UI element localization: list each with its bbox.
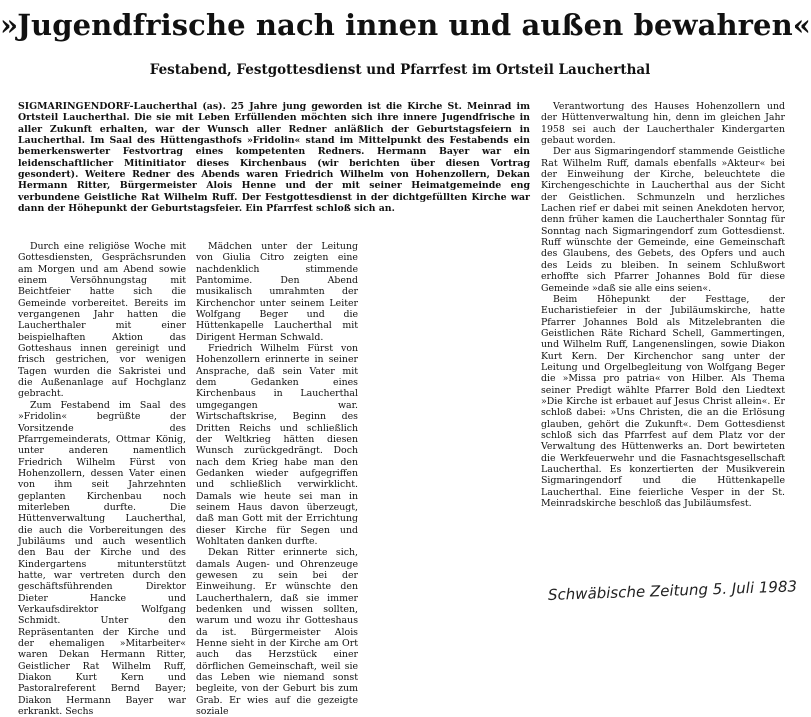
column-2 xyxy=(196,241,530,717)
subheadline: Festabend, Festgottesdienst und Pfarrfest im Ortsteil Laucherthal xyxy=(149,62,651,78)
column-2-text xyxy=(196,241,358,717)
paragraph: Verantwortung des Hauses Hohenzollern und der Hüttenverwaltung hin, denn im gleichen Jahr 1958 sei auch der Laucherthaler Kindergarten gebaut worden. xyxy=(541,101,785,147)
paragraph: Durch eine religiöse Woche mit Gottesdiensten, Gesprächsrunden am Morgen und am Abend sowie einem Versöhnungstag mit Beichtfeier hatte sich die Gemeinde vorbereitet. Bereits im vergangenen Jahr hatten die Laucherthaler mit einer beispielhaften Aktion das Gotteshaus innen gereinigt und frisch gestrichen, vor wenigen Tagen wurden die Sakristei und die Außenanlage auf Hochglanz gebracht. xyxy=(18,241,186,400)
paragraph: Der aus Sigmaringendorf stammende Geistliche Rat Wilhelm Ruff, damals ebenfalls »Akteur« bei der Einweihung der Kirche, beleuchtete die Kirchengeschichte in Laucherthal aus der Sicht der Geistlichen. Schmunzeln und herzliches Lachen rief er dabei mit seinen Anekdoten hervor, denn früher kamen die Laucherthaler Sonntag für Sonntag nach Sigmaringendorf zum Gottesdienst. Ruff wünschte der Gemeinde, eine Gemeinschaft des Glaubens, des Gebets, des Opfers und auch des Leids zu bleiben. In seinem Schlußwort erhoffte sich Pfarrer Johannes Bold für diese Gemeinde »daß sie alle eins seien«. xyxy=(541,146,785,294)
paragraph: Zum Festabend im Saal des »Fridolin« begrüßte der Vorsitzende des Pfarrgemeinderats, Ottmar König, unter anderen namentlich Friedrich Wilhelm Fürst von Hohenzollern, dessen Vater einen von ihm seit Jahrzehnten geplanten Kirchenbau noch miterleben durfte. Die Hüttenverwaltung Laucherthal, die auch die Vorbereitungen des Jubiläums und auch wesentlich den Bau der Kirche und des Kindergartens mitunterstützt hatte, war vertreten durch den geschäftsführenden Direktor Dieter Hancke und Verkaufsdirektor Wolfgang Schmidt. Unter den Repräsentanten der Kirche und der ehemaligen »Mitarbeiter« waren Dekan Hermann Ritter, Geistlicher Rat Wilhelm Ruff, Diakon Kurt Kern und Pastoralreferent Bernd Bayer; Diakon Hermann Bayer war erkrankt. Sechs xyxy=(18,399,186,717)
handwritten-source-note: Schwäbische Zeitung 5. Juli 1983 xyxy=(547,577,798,604)
column-1 xyxy=(18,241,186,717)
paragraph: Beim Höhepunkt der Festtage, der Eucharistiefeier in der Jubiläumskirche, hatte Pfarrer Johannes Bold als Mitzelebranten die Geistlichen Räte Richard Schell, Gammertingen, und Wilhelm Ruff, Langenenslingen, sowie Diakon Kurt Kern. Der Kirchenchor sang unter der Leitung und Orgelbegleitung von Wolfgang Beger die »Missa pro patria« von Hilber. Als Thema seiner Predigt wählte Pfarrer Bold den Liedtext »Die Kirche ist erbauet auf Jesus Christ allein«. Er schloß dabei: »Uns Christen, die an die Erlösung glauben, gehört die Zukunft«. Dem Gottesdienst schloß sich das Pfarrfest auf dem Platz vor der Verwaltung des Hüttenwerks an. Dort bewirteten die Werkfeuerwehr und die Fasnachtsgesellschaft Laucherthal. Es konzertierten der Musikverein Sigmaringendorf und die Hüttenkapelle Laucherthal. Eine feierliche Vesper in der St. Meinradskirche beschloß das Jubiläumsfest. xyxy=(541,293,785,510)
column-3 xyxy=(541,101,785,585)
headline: »Jugendfrische nach innen und außen bewahren« xyxy=(0,8,811,42)
paragraph: Mädchen unter der Leitung von Giulia Citro zeigten eine nachdenklich stimmende Pantomime. Den Abend musikalisch umrahmten der Kirchenchor unter seinem Leiter Wolfgang Beger und die Hüttenkapelle Laucherthal mit Dirigent Herman Schwald. xyxy=(196,241,358,343)
paragraph: Friedrich Wilhelm Fürst von Hohenzollern erinnerte in seiner Ansprache, daß sein Vater mit dem Gedanken eines Kirchenbaus in Laucherthal umgegangen war. Wirtschaftskrise, Beginn des Dritten Reichs und schließlich der Weltkrieg hätten diesen Wunsch zurückgedrängt. Doch nach dem Krieg habe man den Gedanken wieder aufgegriffen und schließlich verwirklicht. Damals wie heute sei man in seinem Haus davon überzeugt, daß man Gott mit der Errichtung dieser Kirche für Segen und Wohltaten danken durfte. xyxy=(196,343,358,547)
paragraph: Dekan Ritter erinnerte sich, damals Augen- und Ohrenzeuge gewesen zu sein bei der Einweihung. Er wünschte den Laucherthalern, daß sie immer bedenken und wissen sollten, warum und wozu ihr Gotteshaus da ist. Bürgermeister Alois Henne sieht in der Kirche am Ort auch das Herzstück einer dörflichen Gemeinschaft, weil sie das Leben wie niemand sonst begleite, von der Geburt bis zum Grab. Er wies auf die gezeigte soziale xyxy=(196,547,358,717)
lead-paragraph: SIGMARINGENDORF-Laucherthal (as). 25 Jahre jung geworden ist die Kirche St. Meinrad im Ortsteil Laucherthal. Die sie mit Leben Erfüllenden möchten sich ihre innere Jugendfrische in aller Zukunft erhalten, war der Wunsch aller Redner anläßlich der Geburtstagsfeiern in Laucherthal. Im Saal des Hüttengasthofs »Fridolin« stand im Mittelpunkt des Festabends ein bemerkenswerter Festvortrag eines kompetenten Redners. Hermann Bayer war ein leidenschaftlicher Mitinitiator dieses Kirchenbaus (wir berichten über diesen Vortrag gesondert). Weitere Redner des Abends waren Friedrich Wilhelm von Hohenzollern, Dekan Hermann Ritter, Bürgermeister Alois Henne und der mit seiner Heimatgemeinde eng verbundene Geistliche Rat Wilhelm Ruff. Der Festgottesdienst in der dichtgefüllten Kirche war dann der Höhepunkt der Geburtstagsfeier. Ein Pfarrfest schloß sich an. xyxy=(18,101,530,215)
